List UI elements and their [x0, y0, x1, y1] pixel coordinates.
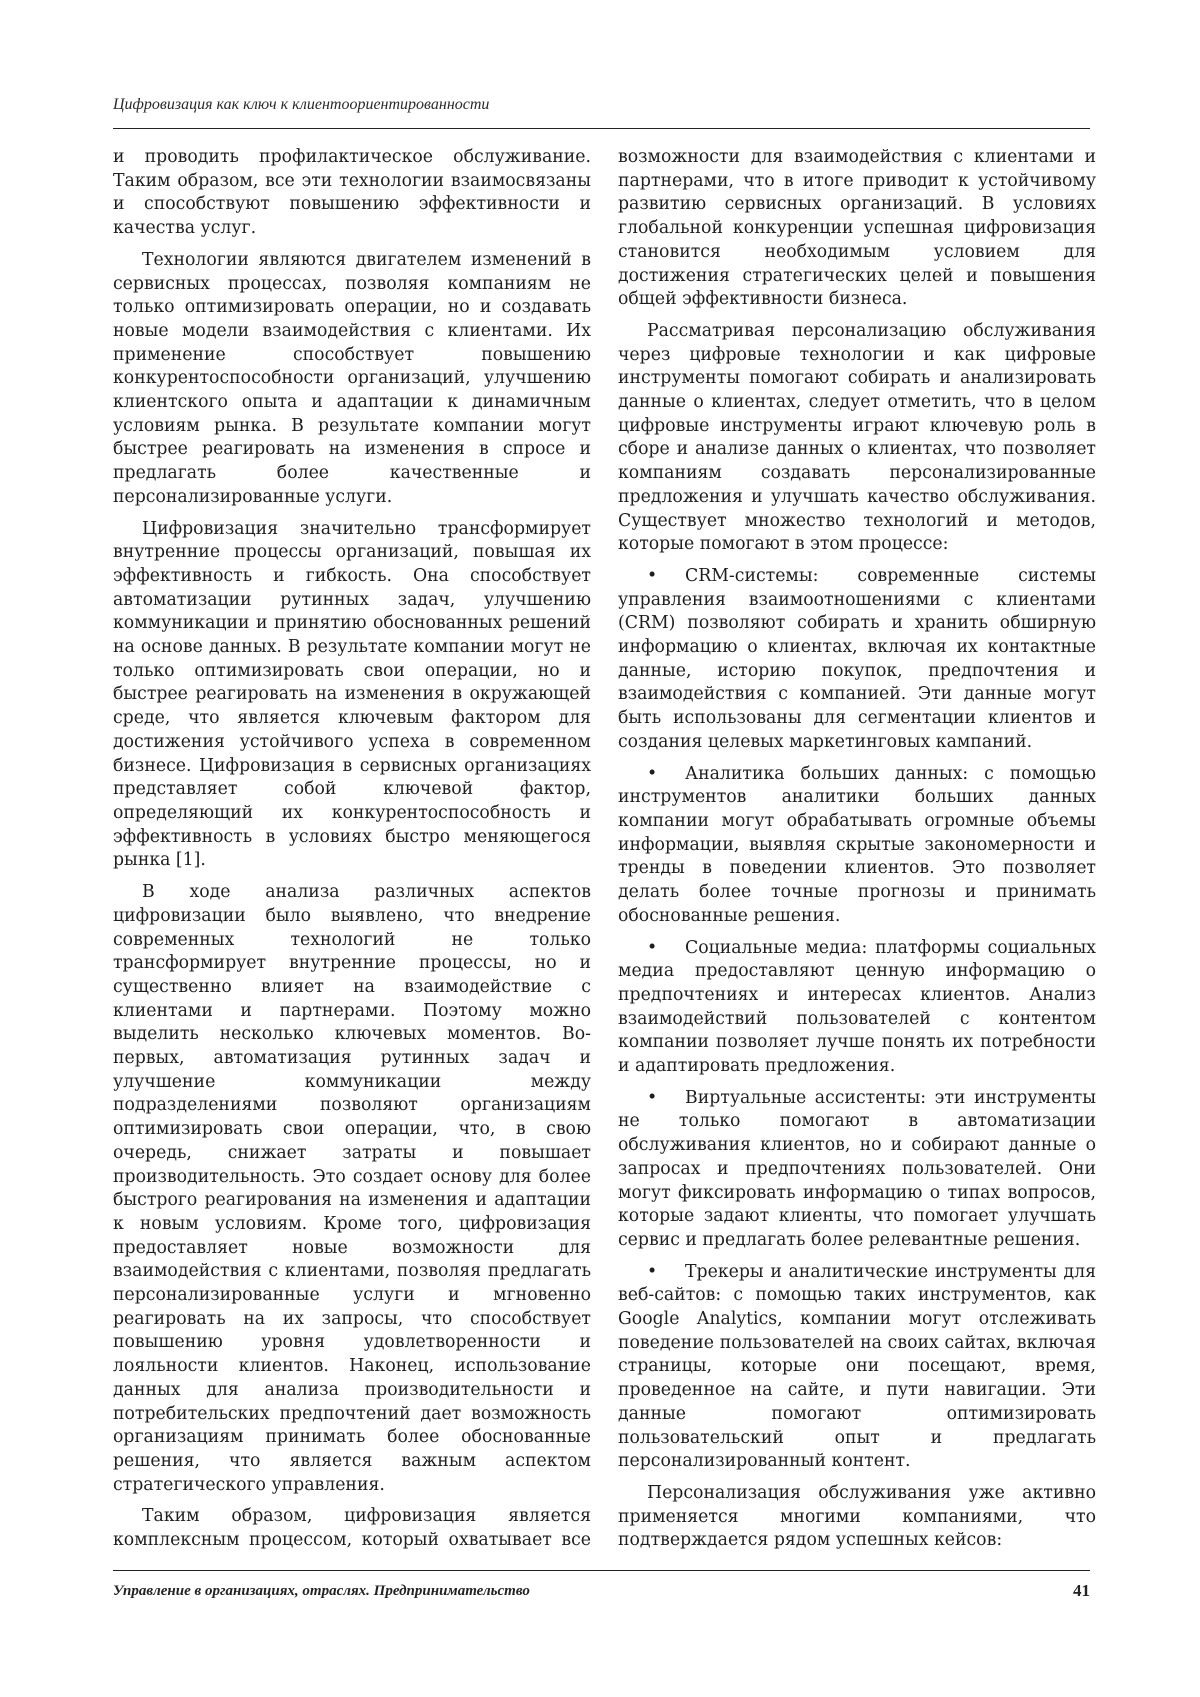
bullet-text: Социальные медиа: платформы социальных медиа предоставляют ценную информацию о предпочтениях и интересах клиентов. Анализ взаимодействий пользователей с контентом компании позволяет лучше понять их потребности и адаптировать предложения. [618, 937, 1096, 1077]
journal-title: Управление в организациях, отраслях. Предпринимательство [113, 1583, 530, 1599]
paragraph: и проводить профилактическое обслуживание. Таким образом, все эти технологии взаимосвязаны и способствуют повышению эффективности и качества услуг. [113, 147, 591, 239]
paragraph: Рассматривая персонализацию обслуживания через цифровые технологии и как цифровые инструменты помогают собирать и анализировать данные о клиентах, следует отметить, что в целом цифровые инструменты играют ключевую роль в сборе и анализе данных о клиентах, что позволяет компаниям создавать персонализированные предложения и улучшать качество обслуживания. Существует множество технологий и методов, которые помогают в этом процессе: [618, 320, 1096, 555]
bullet-text: Трекеры и аналитические инструменты для веб-сайтов: с помощью таких инструментов, как Google Analytics, компании могут отслеживать поведение пользователей на своих сайтах, включая страницы, которые они посещают, время, проведенное на сайте, и пути навигации. Эти данные помогают оптимизировать пользовательский опыт и предлагать персонализированный контент. [618, 1261, 1096, 1472]
bullet-text: Аналитика больших данных: с помощью инструментов аналитики больших данных компании могут обрабатывать огромные объемы информации, выявляя скрытые закономерности и тренды в поведении клиентов. Это позволяет делать более точные прогнозы и принимать обоснованные решения. [618, 763, 1096, 926]
header-rule [113, 128, 1090, 129]
left-column [113, 146, 591, 1550]
bullet-item-virtual-assistants [618, 1087, 1096, 1253]
paragraph: Таким образом, цифровизация является комплексным процессом, который охватывает все [113, 1506, 591, 1550]
paragraph: Технологии являются двигателем изменений в сервисных процессах, позволяя компаниям не только оптимизировать операции, но и создавать новые модели взаимодействия с клиентами. Их применение способствует повышению конкурентоспособности организаций, улучшению клиентского опыта и адаптации к динамичным условиям рынка. В результате компании могут быстрее реагировать на изменения в спросе и предлагать более качественные и персонализированные услуги. [113, 249, 591, 507]
bullet-icon: • [647, 565, 658, 586]
footer-rule [113, 1570, 1090, 1571]
bullet-text: CRM-системы: современные системы управления взаимоотношениями с клиентами (CRM) позволяют собирать и хранить обширную информацию о клиентах, включая их контактные данные, историю покупок, предпочтения и взаимодействия с компанией. Эти данные могут быть использованы для сегментации клиентов и создания целевых маркетинговых кампаний. [618, 565, 1096, 752]
bullet-text: Виртуальные ассистенты: эти инструменты не только помогают в автоматизации обслуживания клиентов, но и собирают данные о запросах и предпочтениях пользователей. Они могут фиксировать информацию о типах вопросов, которые задают клиенты, что помогает улучшать сервис и предлагать более релевантные решения. [618, 1087, 1096, 1250]
bullet-icon: • [647, 937, 658, 958]
page-number: 41 [1073, 1581, 1090, 1600]
bullet-icon: • [647, 763, 658, 784]
paragraph: возможности для взаимодействия с клиентами и партнерами, что в итоге приводит к устойчивому развитию сервисных организаций. В условиях глобальной конкуренции успешная цифровизация становится необходимым условием для достижения стратегических целей и повышения общей эффективности бизнеса. [618, 147, 1096, 310]
paragraph: Цифровизация значительно трансформирует внутренние процессы организаций, повышая их эффективность и гибкость. Она способствует автоматизации рутинных задач, улучшению коммуникации и принятию обоснованных решений на основе данных. В результате компании могут не только оптимизировать свои операции, но и быстрее реагировать на изменения в окружающей среде, что является ключевым фактором для достижения устойчивого успеха в современном бизнесе. Цифровизация в сервисных организациях представляет собой ключевой фактор, определяющий их конкурентоспособность и эффективность в условиях быстро меняющегося рынка [1]. [113, 518, 591, 871]
bullet-icon: • [647, 1261, 658, 1282]
running-title: Цифровизация как ключ к клиентоориентированности [113, 96, 490, 113]
bullet-item-web-trackers [618, 1261, 1096, 1474]
paragraph: В ходе анализа различных аспектов цифровизации было выявлено, что внедрение современных технологий не только трансформирует внутренние процессы, но и существенно влияет на взаимодействие с клиентами и партнерами. Поэтому можно выделить несколько ключевых моментов. Во-первых, автоматизация рутинных задач и улучшение коммуникации между подразделениями позволяют организациям оптимизировать свои операции, что, в свою очередь, снижает затраты и повышает производительность. Это создает основу для более быстрого реагирования на изменения и адаптации к новым условиям. Кроме того, цифровизация предоставляет новые возможности для взаимодействия с клиентами, позволяя предлагать персонализированные услуги и мгновенно реагировать на их запросы, что способствует повышению уровня удовлетворенности и лояльности клиентов. Наконец, использование данных для анализа производительности и потребительских предпочтений дает возможность организациям принимать более обоснованные решения, что является важным аспектом стратегического управления. [113, 882, 591, 1495]
right-column [618, 146, 1096, 1550]
bullet-icon: • [647, 1087, 658, 1108]
bullet-item-big-data [618, 763, 1096, 929]
bullet-item-social-media [618, 937, 1096, 1079]
bullet-item-crm [618, 565, 1096, 755]
page-footer [113, 1583, 1090, 1607]
paragraph: Персонализация обслуживания уже активно применяется многими компаниями, что подтверждается рядом успешных кейсов: [618, 1482, 1096, 1550]
